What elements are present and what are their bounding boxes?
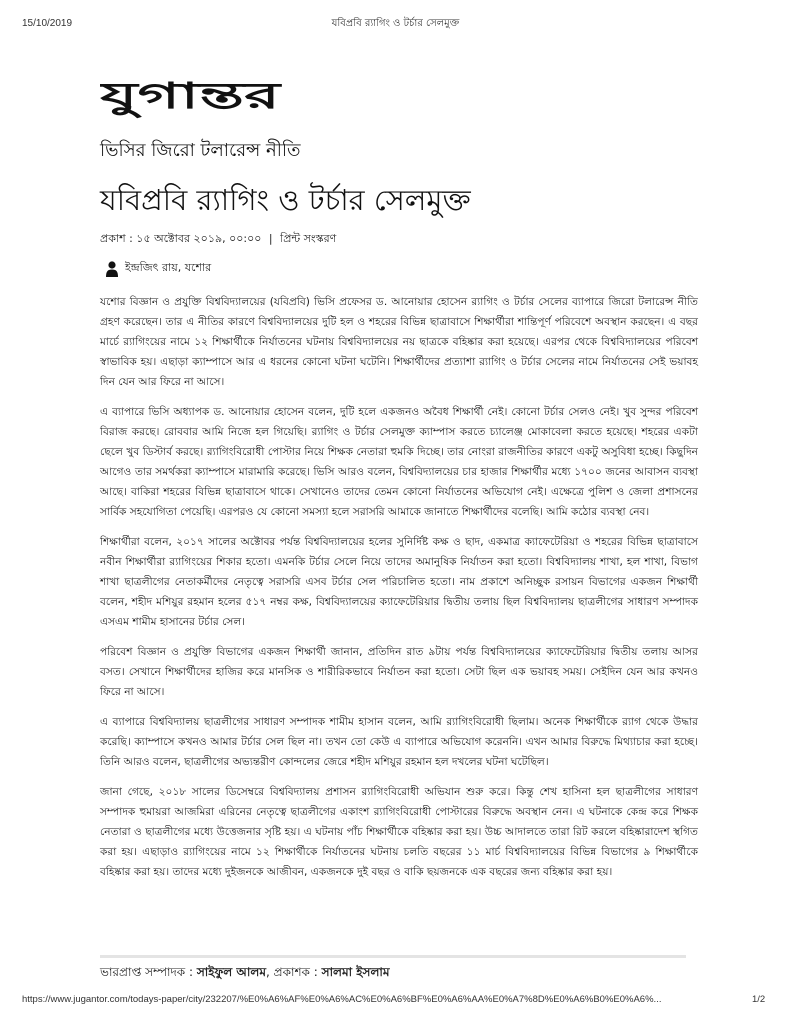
- print-date: 15/10/2019: [22, 18, 73, 29]
- editor-label: ভারপ্রাপ্ত সম্পাদক :: [100, 965, 194, 979]
- publication-credits: [100, 964, 390, 984]
- user-icon: [105, 261, 119, 277]
- print-page-number: 1/2: [752, 994, 766, 1005]
- print-page-title: যবিপ্রবি র‌্যাগিং ও টর্চার সেলমুক্ত: [331, 18, 460, 29]
- publisher-name: সালমা ইসলাম: [321, 965, 390, 979]
- footer-divider: [100, 955, 686, 958]
- print-edition-label: প্রিন্ট সংস্করণ: [280, 232, 337, 245]
- article-paragraph: পরিবেশ বিজ্ঞান ও প্রযুক্তি বিভাগের একজন শিক্ষার্থী জানান, প্রতিদিন রাত ৯টায় পর্যন্ত বিশ্ববিদ্যালয়ের ক্যাফেটেরিয়ার দ্বিতীয় তলায় আসর বসত। সেখানে শিক্ষার্থীদের হাজির করে মানসিক ও শারীরিকভাবে নির্যাতন করা হতো। সেটা ছিল এক ভয়াবহ সময়। সেইদিন যেন আর কখনও ফিরে না আসে।: [100, 646, 698, 698]
- published-date: প্রকাশ : ১৫ অক্টোবর ২০১৯, ০০:০০: [100, 232, 262, 245]
- logo-wordmark-icon: [100, 78, 282, 120]
- svg-text:যুগান্তর: যুগান্তর: [100, 78, 200, 117]
- editor-name: সাইফুল আলম: [196, 965, 266, 979]
- article-paragraph: জানা গেছে, ২০১৮ সালের ডিসেম্বরে বিশ্ববিদ্যালয় প্রশাসন র‌্যাগিংবিরোধী অভিযান শুরু করে। কিন্তু শেখ হাসিনা হল ছাত্রলীগের সাধারণ সম্পাদক হুমায়রা আজমিরা এরিনের নেতৃত্বে ছাত্রলীগের একাংশ র‌্যাগিংবিরোধী পোস্টারের বিরুদ্ধে অবস্থান নেন। এ ঘটনাকে কেন্দ্র করে শিক্ষক নেতারা ও ছাত্রলীগের মধ্যে উত্তেজনার সৃষ্টি হয়। এ ঘটনায় পাঁচ শিক্ষার্থীকে বহিষ্কার করা হয়। উচ্চ আদালতে তারা রিট করলে বহিষ্কারাদেশ স্থগিত করা হয়। এছাড়াও র‌্যাগিংয়ের নামে ১২ শিক্ষার্থীকে নির্যাতনের ঘটনায় চলতি বছরের ১১ মার্চ বিশ্ববিদ্যালয়ের বিভিন্ন বিভাগের ৯ শিক্ষার্থীকে বহিষ্কার করা হয়। তাদের মধ্যে দুইজনকে আজীবন, একজনকে দুই বছর ও বাকি ছয়জনকে এক বছরের জন্য বহিষ্কার করা হয়।: [100, 786, 698, 878]
- jugantor-logo[interactable]: [100, 78, 282, 124]
- publisher-label: , প্রকাশক :: [265, 965, 318, 979]
- article-body: [100, 292, 698, 892]
- author-name: ইন্দ্রজিৎ রায়, যশোর: [125, 261, 212, 274]
- article-paragraph: শিক্ষার্থীরা বলেন, ২০১৭ সালের অক্টোবর পর্যন্ত বিশ্ববিদ্যালয়ের হলের সুনির্দিষ্ট কক্ষ ও ছাদ, একমাত্র ক্যাফেটেরিয়া ও শহরের বিভিন্ন ছাত্রাবাসে নবীন শিক্ষার্থীরা র‌্যাগিংয়ের শিকার হতো। এমনকি টর্চার সেলে নিয়ে তাদের অমানুষিক নির্যাতন করা হতো। বিশ্ববিদ্যালয় শাখা, হল শাখা, বিভাগ শাখা ছাত্রলীগের নেতাকর্মীদের নেতৃত্বে সরাসরি এসব টর্চার সেল পরিচালিত হতো। নাম প্রকাশে অনিচ্ছুক রসায়ন বিভাগের একজন শিক্ষার্থী বলেন, শহীদ মশিয়ুর রহমান হলের ৫১৭ নম্বর কক্ষ, বিশ্ববিদ্যালয়ের ক্যাফেটেরিয়ার দ্বিতীয় তলায় ছিল বিশ্ববিদ্যালয় ছাত্রলীগের সাধারণ সম্পাদক এসএম শামীম হাসানের টর্চার সেল।: [100, 536, 698, 628]
- article-paragraph: এ ব্যাপারে বিশ্ববিদ্যালয় ছাত্রলীগের সাধারণ সম্পাদক শামীম হাসান বলেন, আমি র‌্যাগিংবিরোধী ছিলাম। অনেক শিক্ষার্থীকে র‌্যাগ থেকে উদ্ধার করেছি। ক্যাম্পাসে কখনও আমার টর্চার সেল ছিল না। তখন তো কেউ এ ব্যাপারে অভিযোগ করেননি। এখন আমার বিরুদ্ধে মিথ্যাচার করা হচ্ছে। তিনি আরও বলেন, ছাত্রলীগের অভ্যন্তরীণ কোন্দলের জেরে শহীদ মশিয়ুর রহমান হল দখলের ঘটনা ঘটেছিল।: [100, 716, 698, 768]
- author-byline: [105, 259, 211, 278]
- article-meta: [100, 230, 336, 249]
- meta-separator: |: [268, 232, 273, 245]
- print-url: https://www.jugantor.com/todays-paper/city/232207/%E0%A6%AF%E0%A6%AC%E0%A6%BF%E0%A6%AA%E0%A7%8D%E0%A6%B0%E0%A6%...: [22, 994, 662, 1005]
- article-headline: যবিপ্রবি র‌্যাগিং ও টর্চার সেলমুক্ত: [100, 183, 471, 217]
- article-paragraph: এ ব্যাপারে ভিসি অধ্যাপক ড. আনোয়ার হোসেন বলেন, দুটি হলে একজনও অবৈধ শিক্ষার্থী নেই। কোনো টর্চার সেলও নেই। খুব সুন্দর পরিবেশ বিরাজ করছে। রোববার আমি নিজে হল গিয়েছি। র‌্যাগিং ও টর্চার সেলমুক্ত ক্যাম্পাস করতে চ্যালেঞ্জ মোকাবেলা করতে হয়েছে। শহরের একটা ছেলে খুব ডিস্টার্ব করছে। র‌্যাগিংবিরোধী পোস্টার নিয়ে শিক্ষক নেতারা হুমকি দিচ্ছে। তার নোংরা রাজনীতির কারণে একটু অসুবিধা হচ্ছে। কিছুদিন আগেও তার সমর্থকরা ক্যাম্পাসে মারামারি করেছে। ভিসি আরও বলেন, বিশ্ববিদ্যালয়ের চার হাজার শিক্ষার্থীর মধ্যে ১৭০০ জনের আবাসন ব্যবস্থা আছে। বাকিরা শহরের বিভিন্ন ছাত্রাবাসে থাকে। সেখানেও তাদের তেমন কোনো নির্যাতনের অভিযোগ নেই। এক্ষেত্রে পুলিশ ও জেলা প্রশাসনের সার্বিক সহযোগিতা পেয়েছি। এরপরও যে কোনো সমস্যা হলে সরাসরি আমাকে জানাতে শিক্ষার্থীদের বলেছি। আমি কঠোর ব্যবস্থা নেব।: [100, 406, 698, 518]
- article-paragraph: যশোর বিজ্ঞান ও প্রযুক্তি বিশ্ববিদ্যালয়ের (যবিপ্রবি) ভিসি প্রফেসর ড. আনোয়ার হোসেন র‌্যাগিং ও টর্চার সেলের ব্যাপারে জিরো টলারেন্স নীতি গ্রহণ করেছেন। তার এ নীতির কারণে বিশ্ববিদ্যালয়ের দুটি হল ও শহরের বিভিন্ন ছাত্রাবাসে শিক্ষার্থীরা শান্তিপূর্ণ পরিবেশে অবস্থান করছেন। এ বছর মার্চে র‌্যাগিংয়ের নামে ১২ শিক্ষার্থীকে নির্যাতনের ঘটনায় বিশ্ববিদ্যালয়ের নয় ছাত্রকে বহিষ্কার করা হয়েছে। এরপর থেকে বিশ্ববিদ্যালয়ের পরিবেশ স্বাভাবিক হয়। এছাড়া ক্যাম্পাসে আর এ ধরনের কোনো ঘটনা ঘটেনি। শিক্ষার্থীদের প্রত্যাশা র‌্যাগিং ও টর্চার সেলের নামে নির্যাতনের সেই ভয়াবহ দিন যেন আর ফিরে না আসে।: [100, 296, 698, 388]
- article-kicker: ভিসির জিরো টলারেন্স নীতি: [100, 140, 301, 161]
